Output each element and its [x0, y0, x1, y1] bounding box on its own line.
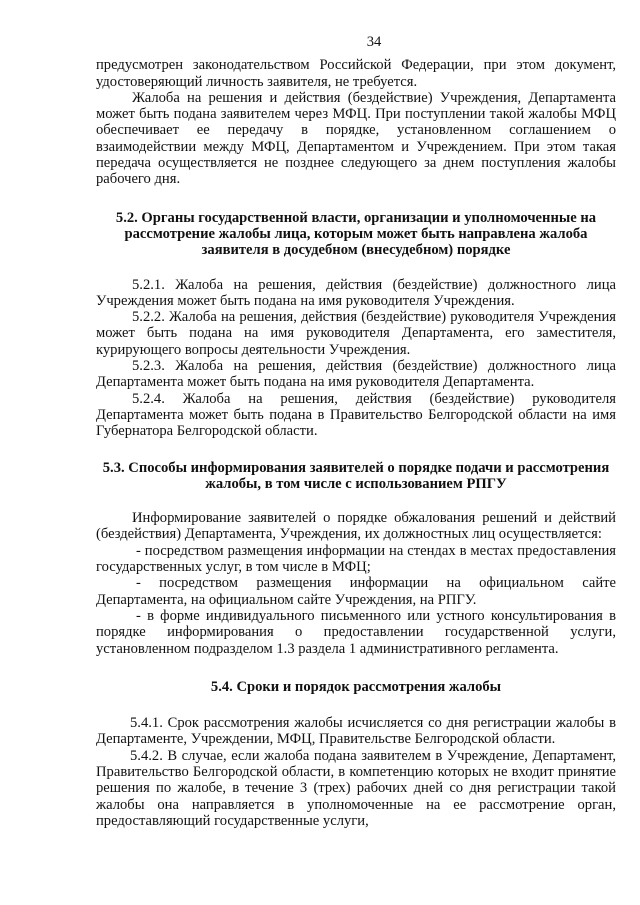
- section-5-2-item-4: 5.2.4. Жалоба на решения, действия (бездействие) руководителя Департамента может быть подана в Правительство Белгородской области на имя Губернатора Белгородской области.: [96, 390, 616, 440]
- intro-block: [96, 57, 616, 187]
- section-5-3-intro: Информирование заявителей о порядке обжалования решений и действий (бездействия) Департамента, Учреждения, их должностных лиц осуществляется:: [96, 510, 616, 543]
- section-5-2-item-3: 5.2.3. Жалоба на решения, действия (бездействие) должностного лица Департамента может быть подана на имя руководителя Департамента.: [96, 358, 616, 391]
- section-5-2-heading: 5.2. Органы государственной власти, организации и уполномоченные на рассмотрение жалобы лица, которым может быть направлена жалоба заявителя в досудебном (внесудебном) порядке: [115, 209, 597, 259]
- intro-paragraph-2: Жалоба на решения и действия (бездействие) Учреждения, Департамента может быть подана заявителем через МФЦ. При поступлении такой жалобы МФЦ обеспечивает ее передачу в порядке, установленном соглашением о взаимодействии между МФЦ, Департаментом и Учреждением. При этом такая передача осуществляется не позднее следующего за днем поступления жалобы рабочего дня.: [96, 89, 616, 188]
- page-number: 34: [366, 34, 382, 50]
- intro-paragraph-1: предусмотрен законодательством Российской Федерации, при этом документ, удостоверяющий личность заявителя, не требуется.: [96, 57, 616, 90]
- section-5-3-body: [96, 510, 616, 657]
- section-5-3-heading: 5.3. Способы информирования заявителей о порядке подачи и рассмотрения жалобы, в том числе с использованием РПГУ: [102, 459, 610, 492]
- section-5-2-item-2: 5.2.2. Жалоба на решения, действия (бездействие) руководителя Учреждения может быть подана на имя руководителя Департамента, его заместителя, курирующего вопросы деятельности Учреждения.: [96, 309, 616, 358]
- section-5-3-item-2: - посредством размещения информации на официальном сайте Департамента, на официальном сайте Учреждения, на РПГУ.: [96, 575, 616, 608]
- section-5-4-body: [96, 715, 616, 829]
- section-5-4-item-2: 5.4.2. В случае, если жалоба подана заявителем в Учреждение, Департамент, Правительство Белгородской области, в компетенцию которых не входит принятие решения по жалобе, в течение 3 (трех) рабочих дней со дня регистрации такой жалобы она направляется в уполномоченные на ее рассмотрение орган, предоставляющий государственные услуги,: [96, 747, 616, 829]
- section-5-3-item-3: - в форме индивидуального письменного или устного консультирования в порядке информирования о предоставлении государственной услуги, установленном подразделом 1.3 раздела 1 административного регламента.: [96, 607, 616, 657]
- section-5-4-item-1: 5.4.1. Срок рассмотрения жалобы исчисляется со дня регистрации жалобы в Департаменте, Учреждении, МФЦ, Правительстве Белгородской области.: [96, 715, 616, 748]
- section-5-3-item-1: - посредством размещения информации на стендах в местах предоставления государственных услуг, в том числе в МФЦ;: [96, 542, 616, 576]
- section-5-2-body: [96, 277, 616, 440]
- section-5-4-heading: 5.4. Сроки и порядок рассмотрения жалобы: [210, 678, 502, 695]
- section-5-2-item-1: 5.2.1. Жалоба на решения, действия (бездействие) должностного лица Учреждения может быть подана на имя руководителя Учреждения.: [96, 276, 616, 309]
- document-page: [96, 34, 616, 829]
